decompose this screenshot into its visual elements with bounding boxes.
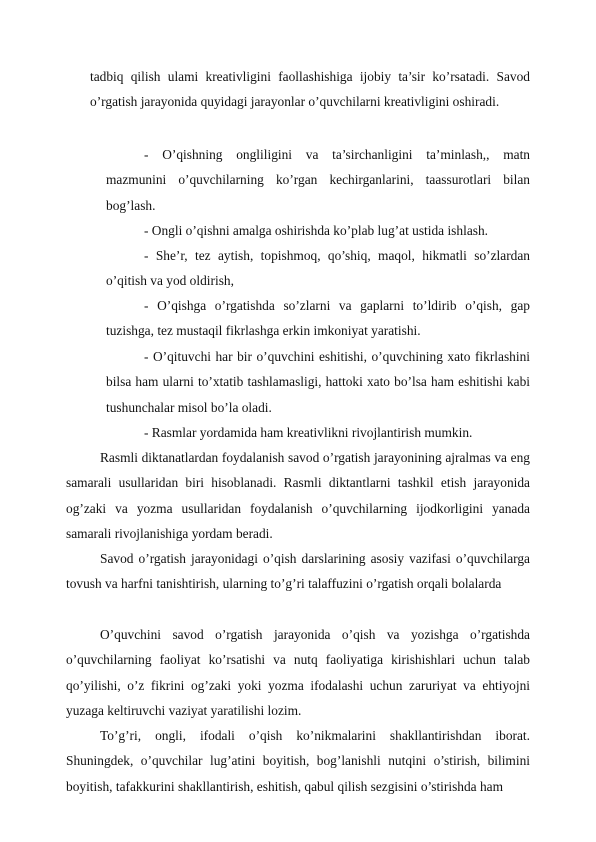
list-item-reading-awareness: - O’qishning ongliligini va ta’sirchanligini ta’minlash,, matn mazmunini o’quvchilarning ko’rgan kechirganlarini, taassurotlari bilan bog’lash.	[106, 147, 530, 213]
body-paragraph-learner-activity: O’quvchini savod o’rgatish jarayonida o’qish va yozishga o’rgatishda o’quvchilarning faoliyat ko’rsatishi va nutq faoliyatiga kirishishlari uchun talab qo’yilishi, o’z fikrini og’zaki yoki yozma ifodalashi uchun zaruriyat va ehtiyojni yuzaga keltiruvchi vaziyat yaratilishi lozim.	[66, 627, 530, 718]
list-item-sentences: - O’qishga o’rgatishda so’zlarni va gaplarni to’ldirib o’qish, gap tuzishga, tez mustaqil fikrlashga erkin imkoniyat yaratishi.	[106, 298, 530, 339]
body-paragraph-reading-skills: To’g’ri, ongli, ifodali o’qish ko’nikmalarini shakllantirishdan iborat. Shuningdek, o’quvchilar lug’atini boyitish, bog’lanishli nutqini o’stirish, bilimini boyitish, tafakkurini shakllantirish, eshitish, qabul qilish sezgisini o’stirishda ham	[66, 728, 530, 794]
list-item-vocabulary: - Ongli o’qishni amalga oshirishda ko’plab lug’at ustida ishlash.	[144, 223, 489, 238]
list-item-teacher-listening: - O’qituvchi har bir o’quvchini eshitishi, o’quvchining xato fikrlashini bilsa ham ularni to’xtatib tashlamasligi, hattoki xato bo’lsa ham eshitishi kabi tushunchalar misol bo’la oladi.	[106, 349, 530, 415]
list-item-pictures: - Rasmlar yordamida ham kreativlikni rivojlantirish mumkin.	[144, 425, 473, 440]
body-paragraph-picture-dictation: Rasmli diktanatlardan foydalanish savod o’rgatish jarayonining ajralmas va eng samarali usullaridan biri hisoblanadi. Rasmli diktantlarni tashkil etish jarayonida og’zaki va yozma usullaridan foydalanish o’quvchilarning ijodkorligini yanada samarali rivojlanishiga yordam beradi.	[66, 450, 530, 541]
list-item-poems: - She’r, tez aytish, topishmoq, qo’shiq, maqol, hikmatli so’zlardan o’qitish va yod oldirish,	[106, 248, 530, 289]
body-paragraph-reading-lessons: Savod o’rgatish jarayonidagi o’qish darslarining asosiy vazifasi o’quvchilarga tovush va harfni tanishtirish, ularning to’g’ri talaffuzini o’rgatish orqali bolalarda	[66, 551, 530, 592]
intro-paragraph: tadbiq qilish ulami kreativligini faollashishiga ijobiy ta’sir ko’rsatadi. Savod o’rgatish jarayonida quyidagi jarayonlar o’quvchilarni kreativligini oshiradi.	[90, 69, 530, 110]
